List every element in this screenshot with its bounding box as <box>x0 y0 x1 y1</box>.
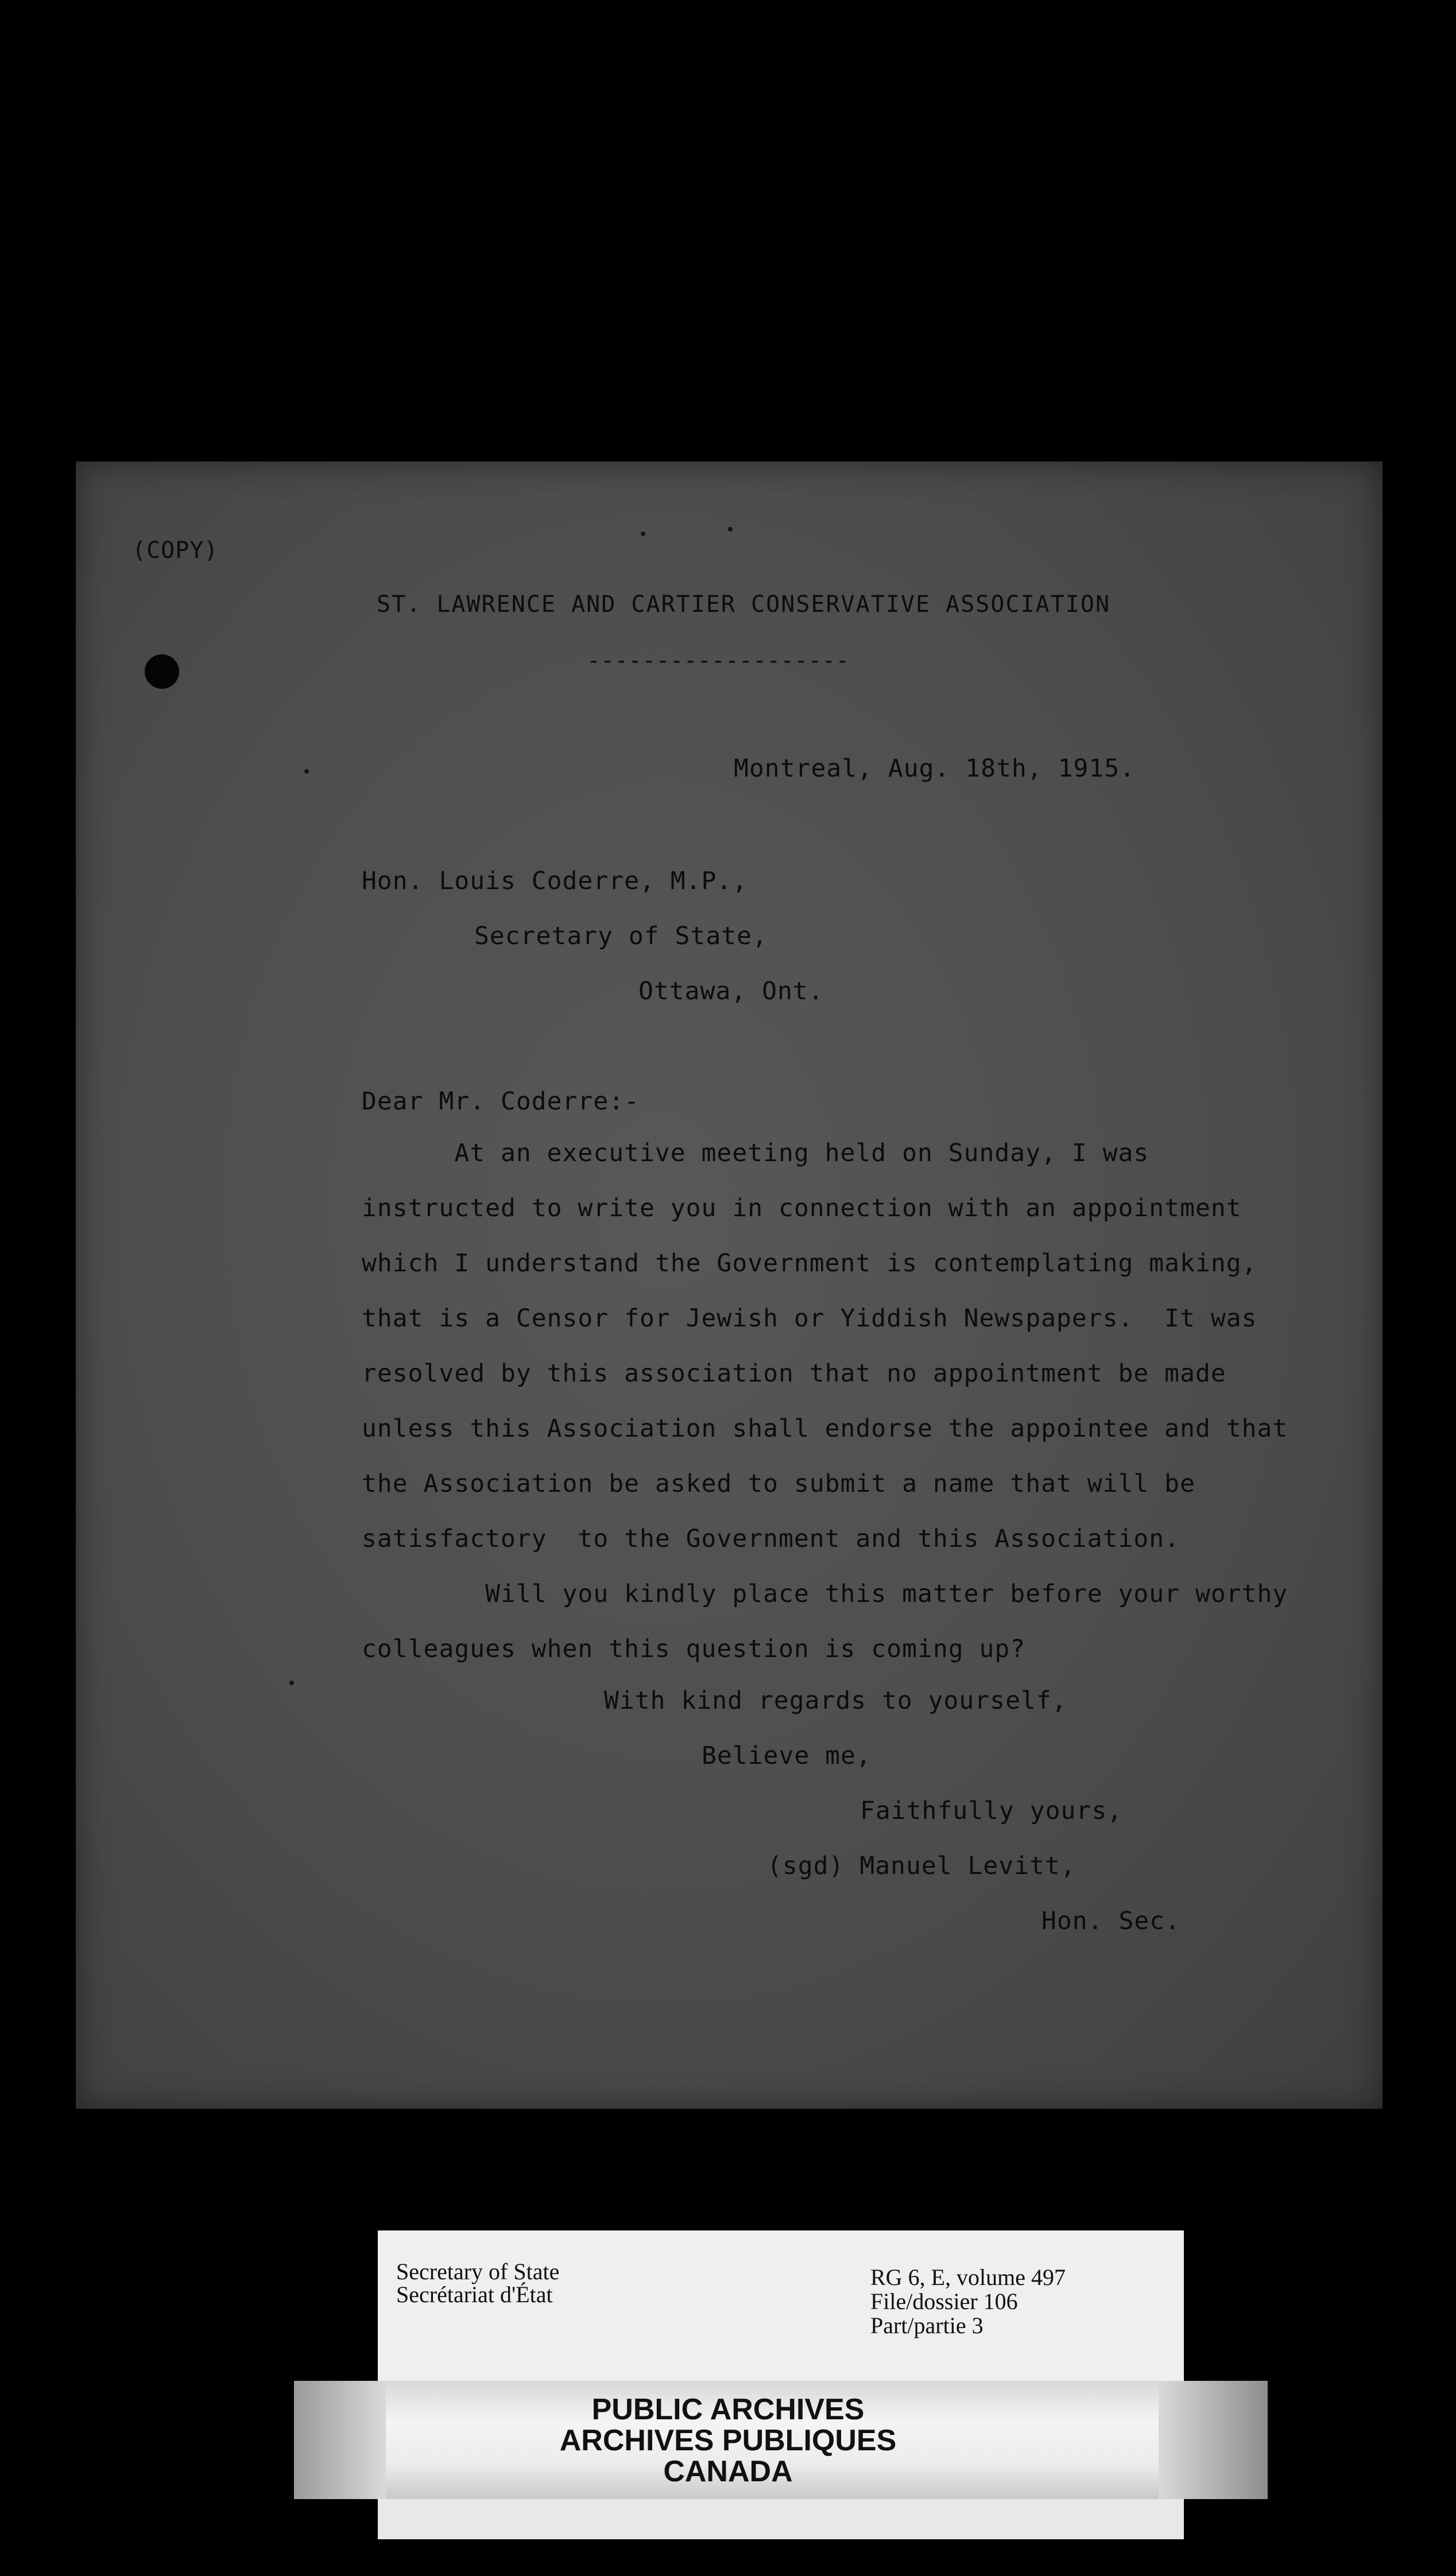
body-line: satisfactory to the Government and this Association. <box>362 1524 1180 1553</box>
body-line: colleagues when this question is coming up? <box>362 1635 1026 1663</box>
letter-body <box>362 1136 1338 1687</box>
body-line: Will you kindly place this matter before your worthy <box>362 1580 1288 1608</box>
salutation: Dear Mr. Coderre:- <box>362 1087 640 1116</box>
part-number: Part/partie 3 <box>870 2313 983 2338</box>
letterhead-rule: ------------------- <box>587 647 850 674</box>
ink-speck <box>728 527 733 532</box>
body-line: which I understand the Government is contemplating making, <box>362 1249 1257 1278</box>
department-english: Secretary of State <box>396 2259 560 2284</box>
ink-speck <box>304 769 309 774</box>
closing-believe: Believe me, <box>702 1741 872 1770</box>
closing-faithfully: Faithfully yours, <box>860 1797 1123 1825</box>
body-line: that is a Censor for Jewish or Yiddish Newspapers. It was <box>362 1304 1257 1333</box>
signature-title: Hon. Sec. <box>1041 1907 1180 1935</box>
archives-title-country: CANADA <box>663 2455 793 2488</box>
department-french: Secrétariat d'État <box>396 2282 553 2307</box>
date-line: Montreal, Aug. 18th, 1915. <box>734 754 1136 783</box>
body-line: resolved by this association that no appointment be made <box>362 1359 1226 1388</box>
ink-speck <box>641 532 645 536</box>
body-line: instructed to write you in connection with an appointment <box>362 1194 1242 1223</box>
recipient-title: Secretary of State, <box>474 922 768 951</box>
signature-name: (sgd) Manuel Levitt, <box>767 1852 1076 1880</box>
file-number: File/dossier 106 <box>870 2288 1018 2314</box>
punch-hole <box>145 654 179 689</box>
label-bottom-strip <box>378 2499 1184 2539</box>
recipient-name: Hon. Louis Coderre, M.P., <box>362 867 748 895</box>
recipient-location: Ottawa, Ont. <box>638 977 824 1006</box>
body-line: unless this Association shall endorse the appointee and that <box>362 1414 1288 1443</box>
ink-speck <box>289 1681 294 1685</box>
body-line: the Association be asked to submit a name that will be <box>362 1469 1195 1498</box>
body-line: At an executive meeting held on Sunday, I was <box>362 1139 1149 1167</box>
archives-title-fr: ARCHIVES PUBLIQUES <box>559 2424 897 2457</box>
letterhead: ST. LAWRENCE AND CARTIER CONSERVATIVE ASSOCIATION <box>377 591 1111 618</box>
copy-mark: (COPY) <box>132 537 219 564</box>
archives-title-en: PUBLIC ARCHIVES <box>591 2393 865 2426</box>
record-group: RG 6, E, volume 497 <box>870 2264 1066 2290</box>
closing-regards: With kind regards to yourself, <box>604 1686 1067 1715</box>
